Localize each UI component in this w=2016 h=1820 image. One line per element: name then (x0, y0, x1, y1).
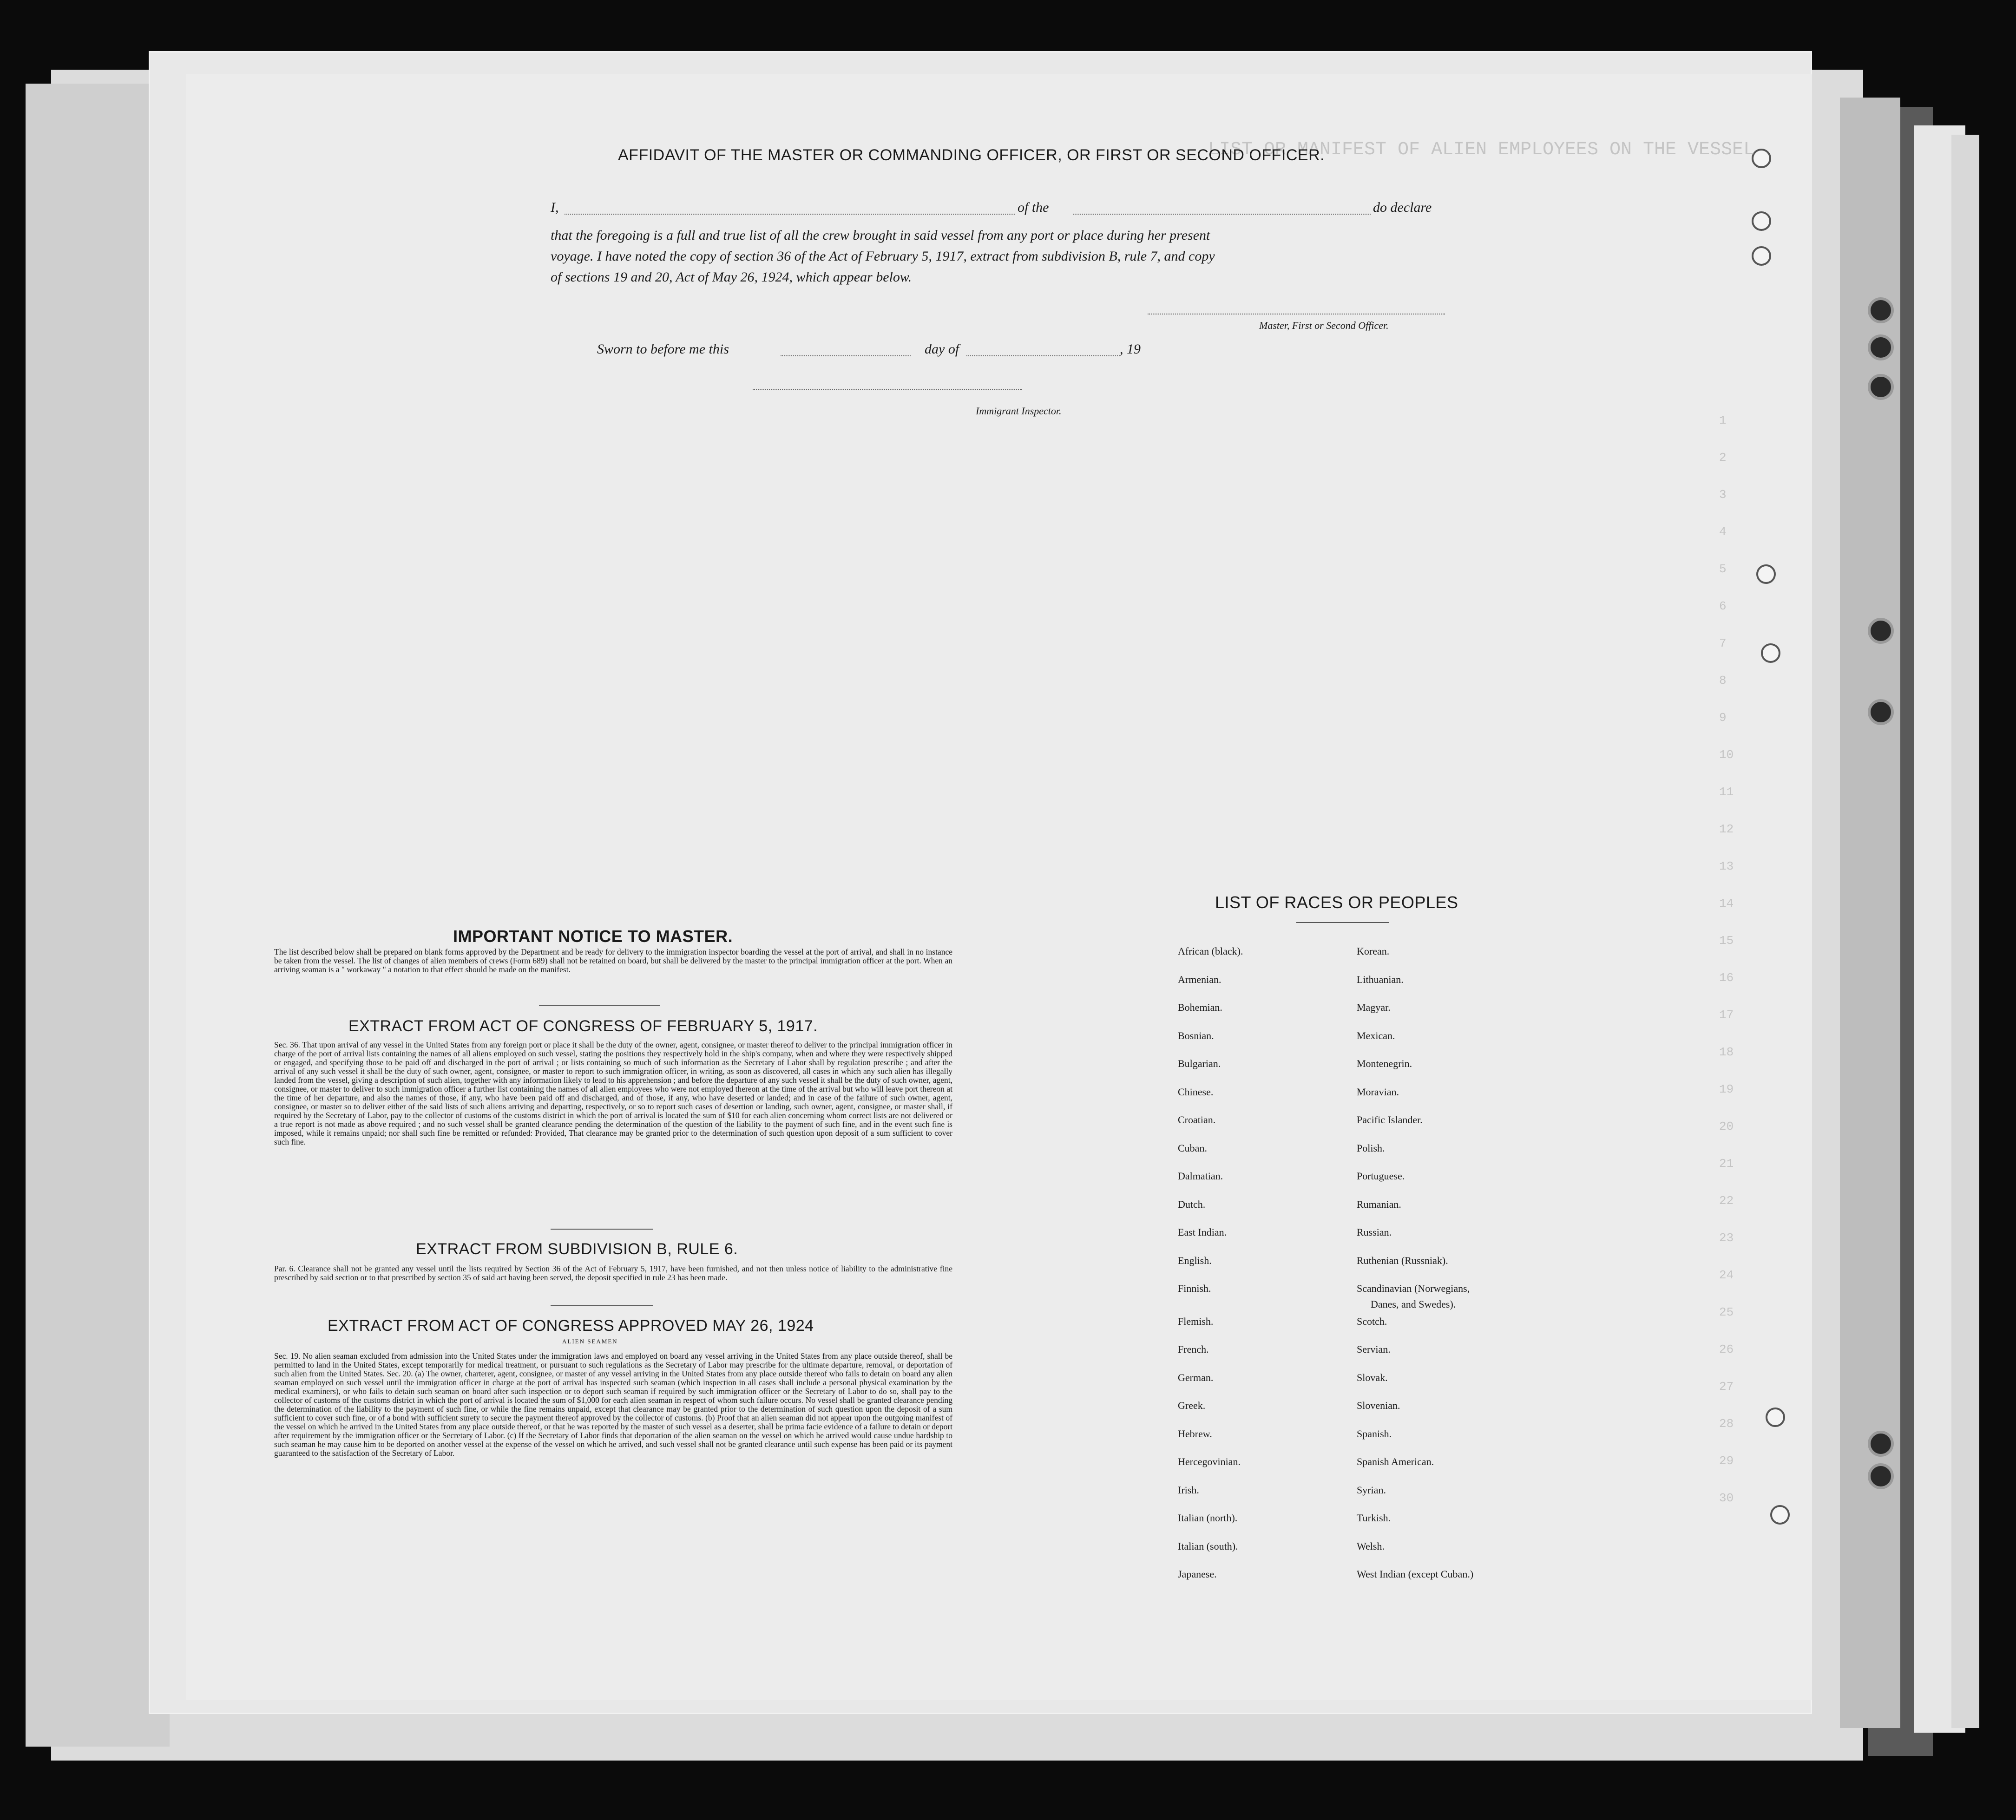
adjacent-page-edge (1951, 135, 1979, 1728)
race-item: Servian. (1357, 1343, 1391, 1355)
bleed-through-header: LIST OR MANIFEST OF ALIEN EMPLOYEES ON THE VESSEL (1208, 139, 1755, 160)
race-item: Rumanian. (1357, 1198, 1401, 1210)
sworn-year: , 19 (1120, 341, 1141, 357)
bleed-row-number: 15 (1719, 934, 1734, 948)
race-item: Mexican. (1357, 1030, 1395, 1041)
bleed-row-number: 4 (1719, 525, 1727, 539)
race-item: Welsh. (1357, 1540, 1385, 1552)
divider (539, 1005, 660, 1006)
affidavit-line-4: of sections 19 and 20, Act of May 26, 1924, which appear below. (551, 269, 912, 285)
race-item: Hercegovinian. (1178, 1456, 1241, 1467)
race-item: English. (1178, 1255, 1212, 1266)
affidavit-title: AFFIDAVIT OF THE MASTER OR COMMANDING OFFICER, OR FIRST OR SECOND OFFICER. (618, 146, 1325, 164)
bleed-row-number: 29 (1719, 1454, 1734, 1468)
race-item: Pacific Islander. (1357, 1114, 1423, 1126)
race-item: African (black). (1178, 945, 1243, 957)
race-item: Scandinavian (Norwegians, (1357, 1283, 1470, 1294)
race-item: Greek. (1178, 1400, 1206, 1411)
bleed-row-number: 12 (1719, 822, 1734, 836)
master-label: Master, First or Second Officer. (1259, 320, 1389, 331)
race-item: Scotch. (1357, 1316, 1387, 1327)
binder-hole-icon (1868, 374, 1894, 400)
race-item: Bohemian. (1178, 1002, 1222, 1013)
underlying-sheet-left (26, 84, 170, 1747)
race-item: Syrian. (1357, 1484, 1386, 1496)
bleed-row-number: 6 (1719, 599, 1727, 613)
race-item: Ruthenian (Russniak). (1357, 1255, 1448, 1266)
ring-icon (1761, 643, 1780, 663)
extract-rule-text: Par. 6. Clearance shall not be granted any vessel until the lists required by Section 36 of the Act of February 5, 1917, have been furnished, and not then unless notice of liability to the administrative fine prescribed by said section or to that prescribed by section 35 of said act having been served, the deposit specified in rule 23 has been made. (274, 1264, 952, 1282)
ring-icon (1752, 211, 1771, 231)
bleed-row-number: 1 (1719, 413, 1727, 427)
bleed-row-number: 9 (1719, 711, 1727, 725)
extract-1924-subtitle: ALIEN SEAMEN (562, 1338, 618, 1345)
race-item: Flemish. (1178, 1316, 1214, 1327)
bleed-row-number: 28 (1719, 1417, 1734, 1431)
affidavit-i: I, (551, 200, 559, 215)
bleed-row-number: 20 (1719, 1119, 1734, 1133)
race-item: Armenian. (1178, 974, 1221, 985)
race-item: Hebrew. (1178, 1428, 1212, 1440)
binder-hole-icon (1868, 1463, 1894, 1489)
race-item: Dutch. (1178, 1198, 1206, 1210)
name-blank (565, 214, 1015, 215)
race-item: Portuguese. (1357, 1170, 1405, 1182)
bleed-row-number: 2 (1719, 451, 1727, 465)
binder-hole-icon (1868, 1431, 1894, 1457)
bleed-row-number: 30 (1719, 1491, 1734, 1505)
race-item: Polish. (1357, 1142, 1385, 1154)
inspector-signature-line (753, 389, 1022, 390)
race-item: Turkish. (1357, 1512, 1391, 1524)
bleed-row-number: 25 (1719, 1305, 1734, 1319)
sworn-day-of: day of (925, 341, 959, 357)
notice-text: The list described below shall be prepared on blank forms approved by the Department and be ready for delivery to the immigration inspector boarding the vessel at the port of arrival, and shall in no instance be taken from the vessel. The list of changes of alien members of crews (Form 689) shall not be retained on board, but shall be delivered by the master to the principal immigration officer at the port. When an arriving seaman is a " workaway " a notation to that effect should be made on the manifest. (274, 947, 952, 974)
races-title: LIST OF RACES OR PEOPLES (1215, 893, 1458, 912)
bleed-row-number: 27 (1719, 1380, 1734, 1394)
race-item: Finnish. (1178, 1283, 1211, 1294)
race-item: German. (1178, 1372, 1214, 1383)
race-item: Croatian. (1178, 1114, 1216, 1126)
divider (1296, 922, 1389, 923)
ring-icon (1766, 1408, 1785, 1427)
bleed-row-number: 21 (1719, 1157, 1734, 1171)
race-item: Italian (north). (1178, 1512, 1238, 1524)
vessel-blank (1073, 214, 1371, 215)
race-item: Russian. (1357, 1226, 1392, 1238)
bleed-row-number: 16 (1719, 971, 1734, 985)
race-item: Italian (south). (1178, 1540, 1238, 1552)
bleed-row-number: 23 (1719, 1231, 1734, 1245)
binder-hole-icon (1868, 699, 1894, 725)
sworn-day-blank (781, 355, 911, 356)
race-item: Montenegrin. (1357, 1058, 1412, 1069)
bleed-row-number: 10 (1719, 748, 1734, 762)
race-item: Spanish American. (1357, 1456, 1434, 1467)
bleed-row-number: 14 (1719, 897, 1734, 910)
ring-icon (1770, 1505, 1790, 1525)
notice-title: IMPORTANT NOTICE TO MASTER. (453, 927, 733, 946)
race-item: Lithuanian. (1357, 974, 1404, 985)
race-item: Cuban. (1178, 1142, 1207, 1154)
affidavit-of-the: of the (1018, 200, 1049, 215)
sworn-month-blank (966, 355, 1120, 356)
binder-hole-icon (1868, 334, 1894, 360)
bleed-row-number: 13 (1719, 859, 1734, 873)
race-item: Korean. (1357, 945, 1390, 957)
bleed-row-number: 11 (1719, 785, 1734, 799)
extract-1917-text: Sec. 36. That upon arrival of any vessel in the United States from any foreign port or place it shall be the duty of the owner, agent, consignee, or master thereof to deliver to the principal immigration officer in charge of the port of arrival lists containing the names of all aliens employed on such vessel, stating the positions they respectively hold in the ship's company, when and where they were respectively shipped or engaged, and specifying those to be paid off and discharged in the port of arrival ; or lists containing so much of such information as the Secretary of Labor shall by regulation prescribe ; and after the arrival of any such vessel it shall be the duty of such owner, agent, consignee, or master to report to such immigration officer, in writing, as soon as discovered, all cases in which any such alien has illegally landed from the vessel, giving a description of such alien, together with any information likely to lead to his apprehension ; and before the departure of any such vessel it shall be the duty of such owner, agent, consignee, or master to deliver to such immigration officer a further list containing the names of all alien employees who were not employed thereon at the time of the arrival but who will leave port thereon at the time of her departure, and also the names of those, if any, who have been paid off and discharged, and of those, if any, who have deserted or landed; and in case of the failure of such owner, agent, consignee, or master so to deliver either of the said lists of such aliens arriving and departing, respectively, or so to report such cases of desertion or landing, such owner, agent, consignee, or master shall, if required by the Secretary of Labor, pay to the collector of customs of the customs district in which the port of arrival is located the sum of $10 for each alien concerning whom correct lists are not delivered or a true report is not made as above required ; and no such vessel shall be granted clearance pending the determination of the question of the liability to the payment of such fine, and in the event such fine is imposed, while it remains unpaid; nor shall such fine be remitted or refunded: Provided, That clearance may be granted prior to the determination of such question upon deposit of a sum sufficient to cover such fine. (274, 1040, 952, 1146)
race-item: Chinese. (1178, 1086, 1214, 1098)
extract-rule-title: EXTRACT FROM SUBDIVISION B, RULE 6. (416, 1240, 738, 1258)
race-item: Dalmatian. (1178, 1170, 1223, 1182)
bleed-row-number: 17 (1719, 1008, 1734, 1022)
affidavit-do-declare: do declare (1373, 200, 1432, 215)
race-item: Slovenian. (1357, 1400, 1400, 1411)
affidavit-line-3: voyage. I have noted the copy of section 36 of the Act of February 5, 1917, extract from subdivision B, rule 7, and copy (551, 249, 1215, 264)
race-item: Moravian. (1357, 1086, 1399, 1098)
race-item: Japanese. (1178, 1568, 1217, 1580)
bleed-row-number: 26 (1719, 1342, 1734, 1356)
bleed-row-number: 5 (1719, 562, 1727, 576)
race-item-continuation: Danes, and Swedes). (1371, 1298, 1456, 1310)
bleed-row-number: 18 (1719, 1045, 1734, 1059)
race-item: Irish. (1178, 1484, 1199, 1496)
race-item: Magyar. (1357, 1002, 1391, 1013)
divider (551, 1305, 653, 1306)
ring-icon (1752, 246, 1771, 266)
bleed-row-number: 7 (1719, 636, 1727, 650)
bleed-row-number: 22 (1719, 1194, 1734, 1208)
race-item: Spanish. (1357, 1428, 1392, 1440)
inspector-label: Immigrant Inspector. (976, 405, 1062, 417)
extract-1917-title: EXTRACT FROM ACT OF CONGRESS OF FEBRUARY 5, 1917. (348, 1017, 818, 1035)
sworn-text: Sworn to before me this (597, 341, 729, 357)
extract-1924-text: Sec. 19. No alien seaman excluded from admission into the United States under the immigration laws and employed on board any vessel arriving in the United States from any place outside thereof, shall be permitted to land in the United States, except temporarily for medical treatment, or pursuant to such regulations as the Secretary of Labor may prescribe for the ultimate departure, removal, or deportation of such alien from the United States. Sec. 20. (a) The owner, charterer, agent, consignee, or master of any vessel arriving in the United States from any place outside thereof who fails to detain on board any alien seaman employed on such vessel until the immigration officer in charge at the port of arrival has inspected such seaman (which inspection in all cases shall include a personal physical examination by the medical examiners), or who fails to detain such seaman on board after such inspection or to deport such seaman if required by such immigration officer or the Secretary of Labor to do so, shall pay to the collector of customs of the customs district in which the port of arrival is located the sum of $1,000 for each alien seaman in respect of whom such failure occurs. No vessel shall be granted clearance pending the determination of the liability to the payment of such fine, or while the fine remains unpaid, except that clearance may be granted prior to the determination of such question upon the deposit of a sum sufficient to cover such fine, or of a bond with sufficient surety to secure the payment thereof approved by the collector of customs. (b) Proof that an alien seaman did not appear upon the outgoing manifest of the vessel on which he arrived in the United States from any place outside thereof, or that he was reported by the master of such vessel as a deserter, shall be prima facie evidence of a failure to detain or deport after requirement by the immigration officer or the Secretary of Labor. (c) If the Secretary of Labor finds that deportation of the alien seaman on the vessel on which he arrived would cause undue hardship to such seaman he may cause him to be deported on another vessel at the expense of the vessel on which he arrived, and such vessel shall not be granted clearance until such expense has been paid or its payment guaranteed to the satisfaction of the Secretary of Labor. (274, 1351, 953, 1458)
race-item: Bosnian. (1178, 1030, 1214, 1041)
race-item: Bulgarian. (1178, 1058, 1221, 1069)
ring-icon (1756, 564, 1776, 584)
bleed-row-number: 24 (1719, 1268, 1734, 1282)
race-item: West Indian (except Cuban.) (1357, 1568, 1474, 1580)
binder-hole-icon (1868, 297, 1894, 323)
binder-hole-icon (1868, 618, 1894, 644)
affidavit-line-2: that the foregoing is a full and true list of all the crew brought in said vessel from any port or place during her present (551, 228, 1210, 243)
race-item: Slovak. (1357, 1372, 1388, 1383)
divider (551, 1229, 653, 1230)
bleed-row-number: 19 (1719, 1082, 1734, 1096)
race-item: French. (1178, 1343, 1209, 1355)
extract-1924-title: EXTRACT FROM ACT OF CONGRESS APPROVED MAY 26, 1924 (328, 1317, 814, 1335)
bleed-row-number: 8 (1719, 674, 1727, 687)
ring-icon (1752, 149, 1771, 168)
bleed-row-number: 3 (1719, 488, 1727, 502)
race-item: East Indian. (1178, 1226, 1227, 1238)
